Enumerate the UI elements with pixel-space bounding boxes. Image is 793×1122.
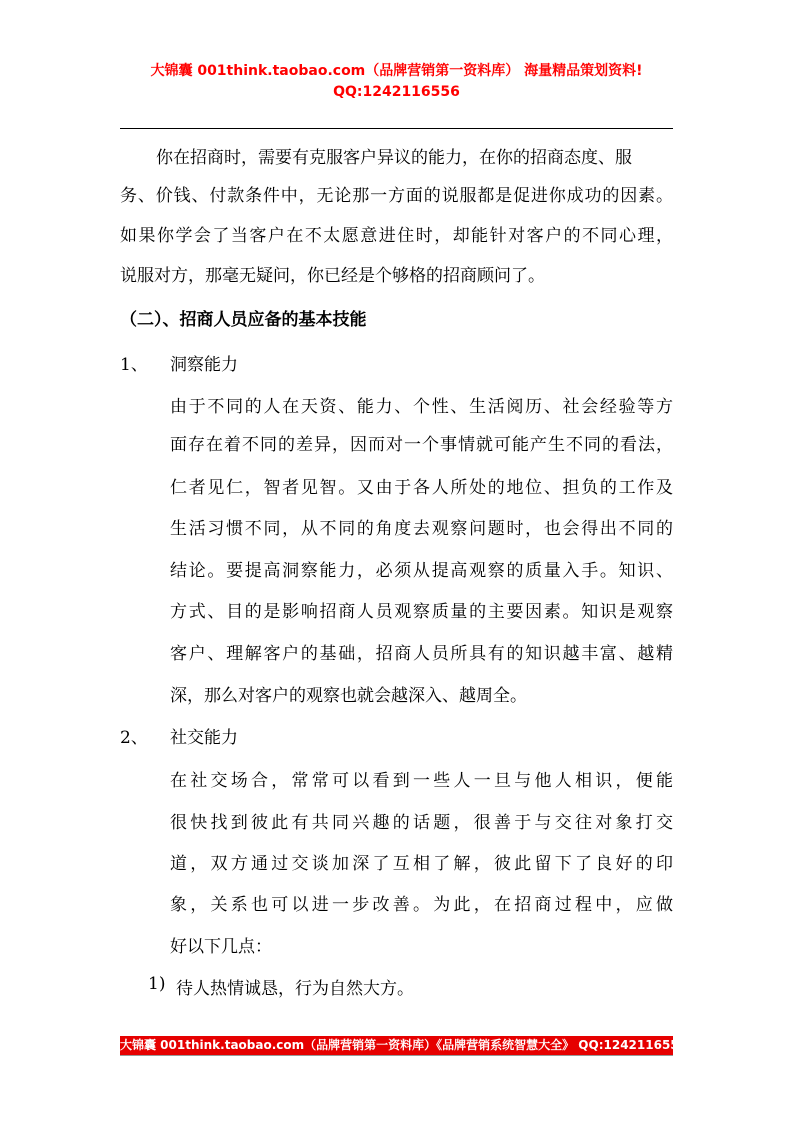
item1-number: 1、 xyxy=(120,355,148,375)
item2-line-4: 象，关系也可以进一步改善。为此，在招商过程中，应做 xyxy=(170,895,673,915)
header-divider xyxy=(120,128,673,129)
item1-line-5: 结论。要提高洞察能力，必须从提高观察的质量入手。知识、 xyxy=(170,561,673,581)
item2-line-1: 在社交场合，常常可以看到一些人一旦与他人相识，便能 xyxy=(170,771,673,791)
item1-line-6: 方式、目的是影响招商人员观察质量的主要因素。知识是观察 xyxy=(170,602,673,622)
item2-line-3: 道，双方通过交谈加深了互相了解，彼此留下了良好的印 xyxy=(170,854,673,874)
item1-line-1: 由于不同的人在天资、能力、个性、生活阅历、社会经验等方 xyxy=(170,397,673,417)
header-title: 大锦囊 001think.taobao.com（品牌营销第一资料库） 海量精品策划资料! xyxy=(150,63,643,79)
item1-line-8: 深，那么对客户的观察也就会越深入、越周全。 xyxy=(170,686,527,706)
sub1-text: 待人热情诚恳，行为自然大方。 xyxy=(176,979,414,999)
intro-line-2: 务、价钱、付款条件中，无论那一方面的说服都是促进你成功的因素。 xyxy=(120,186,673,206)
footer-divider xyxy=(120,1055,673,1056)
sub1-number: 1) xyxy=(148,974,166,994)
header-qq: QQ:1242116556 xyxy=(333,84,460,100)
section-heading: （二）、招商人员应备的基本技能 xyxy=(120,310,367,330)
intro-line-1: 你在招商时，需要有克服客户异议的能力，在你的招商态度、服 xyxy=(156,148,632,168)
item2-number: 2、 xyxy=(120,728,148,748)
item2-line-5: 好以下几点： xyxy=(170,937,272,957)
intro-line-3: 如果你学会了当客户在不太愿意进住时，却能针对客户的不同心理， xyxy=(120,226,673,246)
item2-line-2: 很快找到彼此有共同兴趣的话题，很善于与交往对象打交 xyxy=(170,813,673,833)
item1-title: 洞察能力 xyxy=(170,355,238,375)
item1-line-4: 生活习惯不同，从不同的角度去观察问题时，也会得出不同的 xyxy=(170,519,673,539)
item1-line-2: 面存在着不同的差异，因而对一个事情就可能产生不同的看法， xyxy=(170,435,673,455)
footer-banner: 大锦囊 001think.taobao.com（品牌营销第一资料库）《品牌营销系统智慧大全》 QQ:1242116556 xyxy=(120,1036,673,1055)
item1-line-3: 仁者见仁，智者见智。又由于各人所处的地位、担负的工作及 xyxy=(170,478,673,498)
item2-title: 社交能力 xyxy=(170,728,238,748)
item1-line-7: 客户、理解客户的基础，招商人员所具有的知识越丰富、越精 xyxy=(170,644,673,664)
intro-line-4: 说服对方，那毫无疑问，你已经是个够格的招商顾问了。 xyxy=(120,266,545,286)
